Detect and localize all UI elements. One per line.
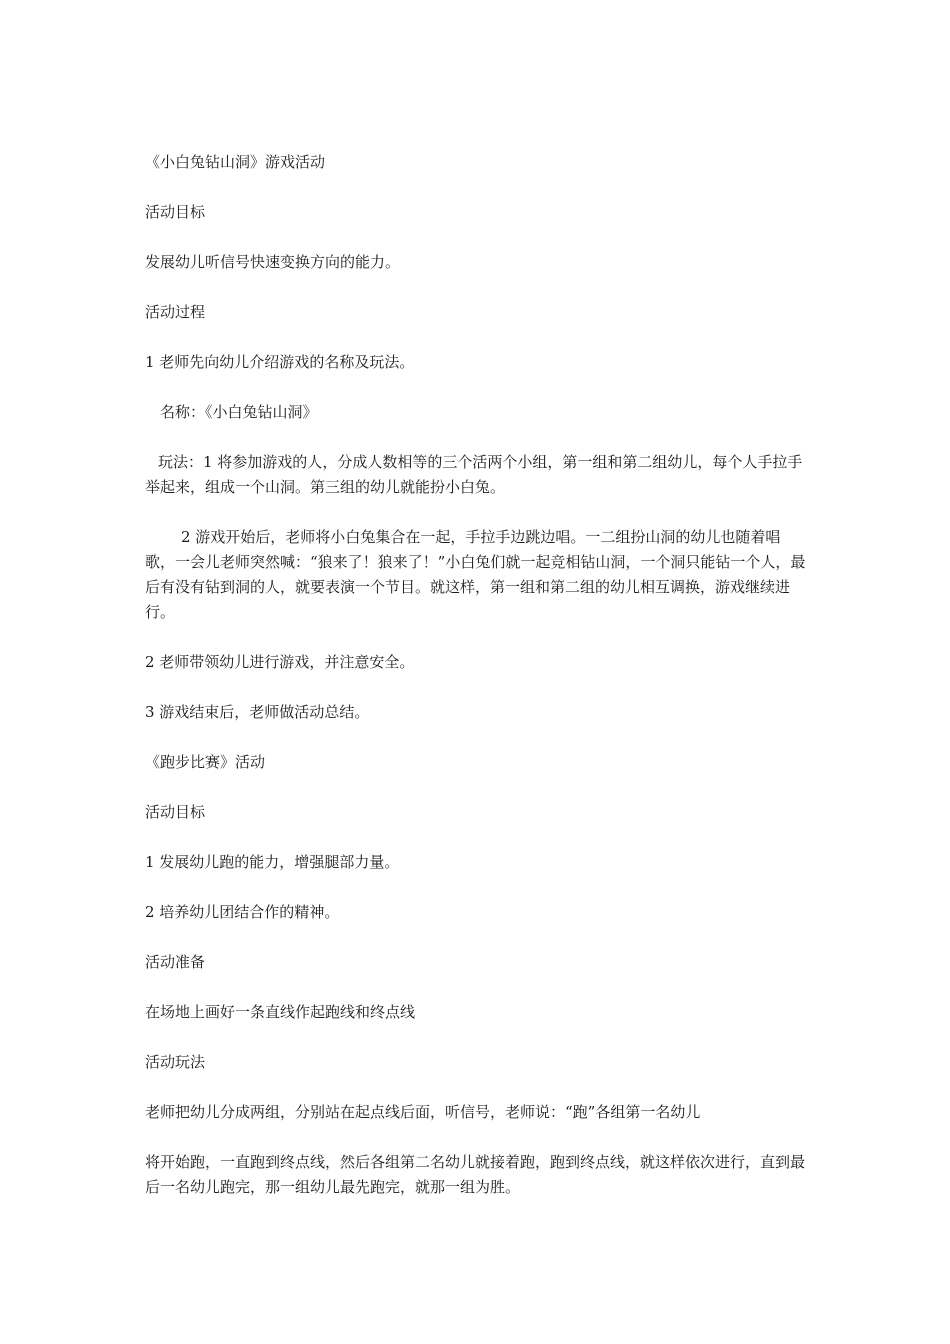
- section-title: 《小白兔钻山洞》游戏活动: [145, 153, 326, 171]
- prep-text: 在场地上画好一条直线作起跑线和终点线: [145, 1003, 416, 1021]
- game-rules-paragraph: 玩法：1 将参加游戏的人，分成人数相等的三个活两个小组，第一组和第二组幼儿，每个人手拉手举起来，组成一个山洞。第三组的幼儿就能扮小白兔。: [145, 453, 803, 496]
- process-step-1: 1 老师先向幼儿介绍游戏的名称及玩法。: [145, 353, 415, 371]
- goal-heading: 活动目标: [145, 203, 206, 221]
- prep-heading: 活动准备: [145, 953, 206, 971]
- game-name-line: 名称：《小白兔钻山洞》: [160, 403, 318, 421]
- process-step-2: 2 老师带领幼儿进行游戏，并注意安全。: [145, 653, 415, 671]
- goal-item-2: 2 培养幼儿团结合作的精神。: [145, 903, 340, 921]
- play-text-1: 老师把幼儿分成两组，分别站在起点线后面，听信号，老师说：“跑”各组第一名幼儿: [145, 1103, 701, 1121]
- process-step-3: 3 游戏结束后，老师做活动总结。: [145, 703, 370, 721]
- goal-heading-2: 活动目标: [145, 803, 206, 821]
- goal-text: 发展幼儿听信号快速变换方向的能力。: [145, 253, 401, 271]
- play-text-2: 将开始跑，一直跑到终点线，然后各组第二名幼儿就接着跑，跑到终点线，就这样依次进行，直到最后一名幼儿跑完，那一组幼儿最先跑完，就那一组为胜。: [145, 1153, 806, 1196]
- goal-item-1: 1 发展幼儿跑的能力，增强腿部力量。: [145, 853, 400, 871]
- play-heading: 活动玩法: [145, 1053, 206, 1071]
- process-heading: 活动过程: [145, 303, 206, 321]
- document-body: [145, 150, 810, 1225]
- game-rules-paragraph-2: 2 游戏开始后，老师将小白兔集合在一起，手拉手边跳边唱。一二组扮山洞的幼儿也随着唱歌，一会儿老师突然喊：“狼来了！狼来了！”小白兔们就一起竞相钻山洞，一个洞只能钻一个人，最后有没有钻到洞的人，就要表演一个节目。就这样，第一组和第二组的幼儿相互调换，游戏继续进行。: [145, 528, 806, 621]
- section-title-2: 《跑步比赛》活动: [145, 753, 266, 771]
